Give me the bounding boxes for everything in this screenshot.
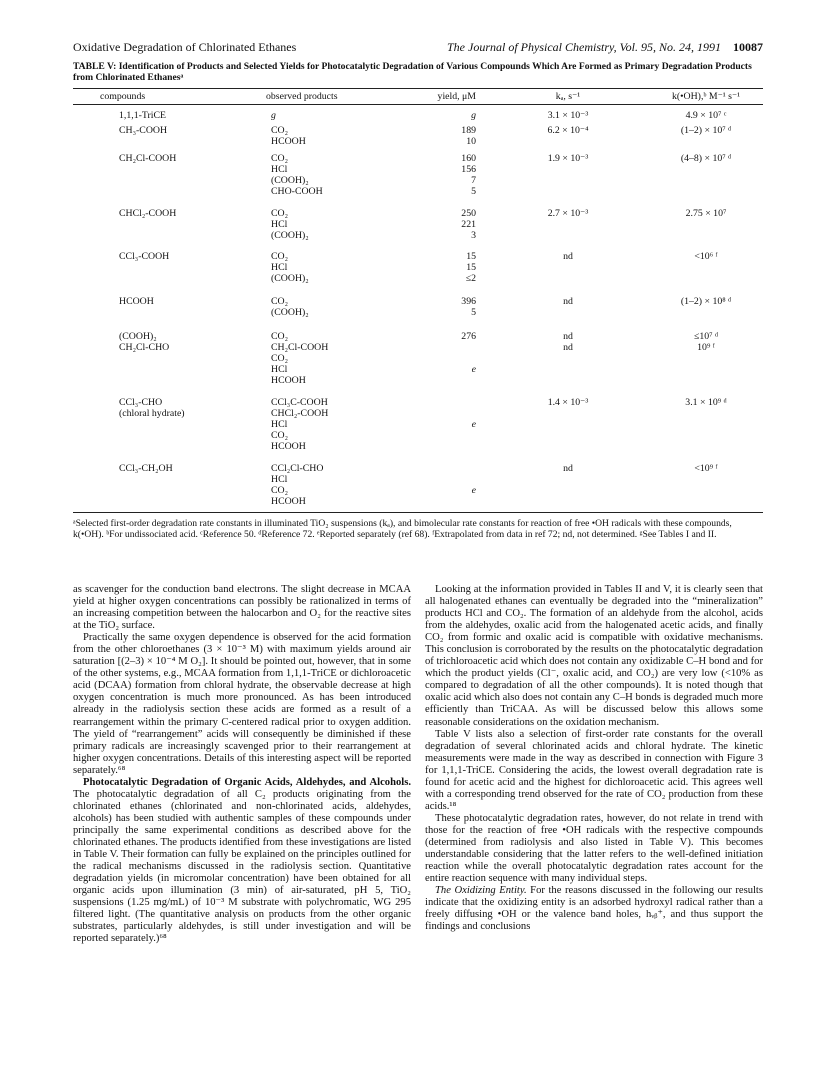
table-v: [73, 88, 763, 513]
yield-value: e: [471, 364, 476, 375]
table-caption: [73, 61, 763, 83]
cell-compound: CCl₃-CHO (chloral hydrate): [119, 397, 185, 419]
header-kd: kₐ, s⁻¹: [555, 91, 581, 102]
cell-products: [271, 125, 306, 147]
cell-compound: (COOH)₂: [119, 331, 157, 342]
product-item: HCl: [271, 219, 288, 230]
cell-products: [271, 296, 309, 318]
section-heading: The Oxidizing Entity.: [435, 885, 527, 897]
table-label: TABLE V:: [73, 61, 117, 72]
table-bottom-rule: [73, 512, 763, 513]
cell-kd: nd: [563, 342, 573, 353]
product-item: (COOH)₂: [271, 307, 309, 318]
product-item: (COOH)₂: [271, 175, 309, 186]
cell-kd: nd: [563, 331, 573, 342]
header-compounds: compounds: [100, 91, 146, 102]
cell-koh: <10⁶ ᶠ: [694, 251, 718, 262]
cell-compound: CCl₃-CH₂OH: [119, 463, 173, 474]
page-number: 10087: [733, 40, 763, 54]
cell-koh: (1–2) × 10⁸ ᵈ: [680, 296, 732, 307]
cell-kd: 3.1 × 10⁻³: [547, 110, 589, 121]
header-yield: yield, μM: [437, 91, 476, 102]
cell-compound: CH₂Cl-COOH: [119, 153, 177, 164]
cell-yields: [398, 342, 476, 386]
product-item: (COOH)₂: [271, 230, 309, 241]
cell-koh: (1–2) × 10⁷ ᵈ: [680, 125, 732, 136]
cell-koh: 2.75 × 10⁷: [685, 208, 727, 219]
yield-value: [398, 397, 476, 408]
yield-value: [398, 496, 476, 507]
cell-kd: nd: [563, 296, 573, 307]
product-item: CO₂: [271, 208, 289, 219]
product-item: CO₂: [271, 153, 289, 164]
product-item: HCOOH: [271, 375, 306, 386]
product-item: HCl: [271, 474, 288, 485]
cell-yields: [398, 251, 476, 284]
yield-value: e: [471, 419, 476, 430]
yield-value: g: [471, 110, 476, 121]
cell-koh: 4.9 × 10⁷ ᶜ: [685, 110, 727, 121]
paragraph: as scavenger for the conduction band electrons. The slight decrease in MCAA yield at higher oxygen concentrations can possibly be rationalized in terms of an increasing competition between the halocarbon and O₂ for the reactive sites at the TiO₂ surface.: [73, 584, 411, 632]
table-top-rule: [73, 88, 763, 89]
product-item: (COOH)₂: [271, 273, 309, 284]
paragraph-text: The photocatalytic degradation of all C₂ products originating from the chlorinated ethanes (chlorinated and non-chlorinated acids, aldehydes, alcohols) has been studied with authentic samples of these compounds under principally the same experimental conditions as described above for the chlorinated ethanes. The products identified from these investigations are listed in Table V. Their formation can fully be explained on the principles outlined for the radical mechanisms discussed in the radiolysis section. Quantitative degradation yields (in micromolar concentration) have been obtained for all organic acids upon illumination (3 min) of air-saturated, pH 5, TiO₂ suspensions (1.25 mg/mL) of 10⁻³ M substrate with polychromatic, WG 295 filtered light. (The quantitative analysis on products from the other organic substrates, particularly aldehydes, is still under investigation and will be reported separately.)⁶⁸: [73, 788, 411, 945]
product-item: CHO-COOH: [271, 186, 323, 197]
cell-compound: CCl₃-COOH: [119, 251, 170, 262]
yield-value: 15: [466, 262, 476, 273]
running-head-title: Oxidative Degradation of Chlorinated Ethanes: [73, 40, 297, 54]
cell-koh: <10⁹ ᶠ: [694, 463, 718, 474]
right-column: [425, 584, 763, 933]
yield-value: 189: [461, 125, 476, 136]
table-footnote: ᵃSelected first-order degradation rate constants in illuminated TiO₂ suspensions (kₐ), and bimolecular rate constants for reaction of free •OH radicals with these compounds, k(•OH). ᵇFor undissociated acid. ᶜReference 50. ᵈReference 72. ᵉReported separately (ref 68). ᶠExtrapolated from data in ref 72; nd, not determined. ᵍSee Tables I and II.: [73, 518, 732, 541]
yield-value: 396: [461, 296, 476, 307]
yield-value: [398, 474, 476, 485]
cell-yields: [398, 397, 476, 452]
product-item: HCl: [271, 419, 288, 430]
yield-value: [398, 408, 476, 419]
yield-value: ≤2: [465, 273, 476, 284]
left-column: [73, 584, 411, 945]
cell-products: [271, 342, 328, 386]
product-item: CO₂: [271, 331, 289, 342]
paragraph-text: For the reasons discussed in the following our results indicate that the oxidizing entity is an adsorbed hydroxyl radical rather than a freely diffusing •OH or the valence band holes, hᵥᵦ⁺, and thus support the findings and conclusions: [425, 885, 763, 933]
product-item: HCOOH: [271, 441, 306, 452]
product-item: CO₂: [271, 296, 289, 307]
running-head: [73, 40, 763, 56]
cell-products: [271, 110, 276, 121]
cell-products: [271, 251, 309, 284]
cell-yields: [398, 208, 476, 241]
product-item: CO₂: [271, 251, 289, 262]
table-header: [73, 91, 763, 103]
product-item: HCOOH: [271, 136, 306, 147]
cell-koh: 3.1 × 10⁹ ᵈ: [685, 397, 727, 408]
cell-kd: 6.2 × 10⁻⁴: [547, 125, 589, 136]
cell-compound: CHCl₂-COOH: [119, 208, 177, 219]
cell-yields: [398, 125, 476, 147]
header-observed-products: observed products: [266, 91, 338, 102]
header-koh: k(•OH),ᵇ M⁻¹ s⁻¹: [671, 91, 741, 102]
yield-value: [398, 342, 476, 353]
product-item: g: [271, 110, 276, 121]
table-caption-text: Identification of Products and Selected Yields for Photocatalytic Degradation of Various Compounds Which Are Formed as Primary Degradation Products from Chlorinated Ethanesᵃ: [73, 61, 752, 83]
product-item: CCl₂Cl-CHO: [271, 463, 324, 474]
cell-kd: 2.7 × 10⁻³: [547, 208, 589, 219]
product-item: CO₂: [271, 485, 289, 496]
cell-compound: CH₂Cl-CHO: [119, 342, 170, 353]
cell-yields: [398, 463, 476, 507]
product-item: CO₂: [271, 125, 289, 136]
product-item: HCl: [271, 164, 288, 175]
cell-kd: nd: [563, 251, 573, 262]
cell-compound: CH₃-COOH: [119, 125, 168, 136]
paragraph: [425, 885, 763, 933]
cell-products: [271, 153, 323, 197]
yield-value: 160: [461, 153, 476, 164]
cell-products: [271, 208, 309, 241]
yield-value: [398, 375, 476, 386]
yield-value: 3: [471, 230, 476, 241]
section-heading: Photocatalytic Degradation of Organic Acids, Aldehydes, and Alcohols.: [83, 776, 411, 788]
cell-koh: 10⁹ ᶠ: [697, 342, 715, 353]
product-item: HCOOH: [271, 496, 306, 507]
cell-compound: HCOOH: [119, 296, 154, 307]
cell-kd: 1.9 × 10⁻³: [547, 153, 589, 164]
product-item: CH₂Cl-COOH: [271, 342, 329, 353]
yield-value: e: [471, 485, 476, 496]
cell-koh: ≤10⁷ ᵈ: [693, 331, 719, 342]
yield-value: [398, 441, 476, 452]
table-header-rule: [73, 104, 763, 105]
yield-value: 7: [471, 175, 476, 186]
yield-value: 156: [461, 164, 476, 175]
product-item: CCl₃C-COOH: [271, 397, 328, 408]
product-item: CHCl₂-COOH: [271, 408, 329, 419]
paragraph: Practically the same oxygen dependence is observed for the acid formation from the other chloroethanes (3 × 10⁻³ M) with maximum yields around air saturation [(2–3) × 10⁻⁴ M O₂]. It should be pointed out, however, that in some of the other systems, e.g., MCAA formation from 1,1,1-TriCE or dichloroacetic acid (DCAA) formation from chloral hydrate, the observable decrease at high oxygen concentration is much more pronounced. As has been introduced already in the radiolysis section these acids are formed as a result of a rearrangement within the primary C-centered radical prior to oxygen addition. The yield of “rearrangement” acids will consequently be diminished if these primary radicals are increasingly scavenged prior to their rearrangement at higher oxygen concentrations. Details of this interesting aspect will be reported separately.⁶⁸: [73, 632, 411, 776]
cell-products: [271, 397, 328, 452]
journal-citation: The Journal of Physical Chemistry, Vol. 95, No. 24, 1991: [447, 40, 721, 54]
yield-value: [398, 463, 476, 474]
product-item: CO₂: [271, 430, 289, 441]
paragraph: [73, 777, 411, 946]
yield-value: [398, 430, 476, 441]
cell-kd: nd: [563, 463, 573, 474]
yield-value: 5: [471, 307, 476, 318]
paragraph: These photocatalytic degradation rates, however, do not relate in trend with those for the reaction of free •OH radicals with the respective compounds (determined from radiolysis and also listed in Table V). This becomes understandable considering that the latter refers to the well-defined initiation reaction while the overall photocatalytic degradation rates account for the entire reaction sequence with many individual steps.: [425, 812, 763, 885]
cell-products: [271, 463, 323, 507]
yield-value: 276: [461, 331, 476, 342]
running-head-journal: [447, 40, 763, 55]
yield-value: 221: [461, 219, 476, 230]
yield-value: 15: [466, 251, 476, 262]
paragraph: Table V lists also a selection of first-order rate constants for the overall degradation of several chlorinated acids and chloral hydrate. The kinetic measurements were made in the way as described in connection with Figure 3 for 1,1,1-TriCE. Considering the acids, the lowest overall degradation rate is found for acetic acid and the highest for dichloroacetic acid. This agrees well with a corresponding trend observed for the rate of CO₂ production from these acids.¹⁸: [425, 728, 763, 812]
cell-yields: [398, 331, 476, 342]
cell-yields: [398, 296, 476, 318]
cell-koh: (4–8) × 10⁷ ᵈ: [680, 153, 732, 164]
product-item: HCl: [271, 364, 288, 375]
product-item: HCl: [271, 262, 288, 273]
cell-yields: [398, 153, 476, 197]
paragraph: Looking at the information provided in Tables II and V, it is clearly seen that all halogenated ethanes can eventually be degraded into the “mineralization” products HCl and CO₂. The formation of an aldehyde from the alcohol, acids from the aldehydes, oxalic acid from the halogenated acetic acids, and finally CO₂ from formic and oxalic acid is compatible with oxidative mechanisms. This conclusion is corroborated by the results on the photocatalytic degradation of trichloroacetic acid which does not contain any oxidizable C–H bond and for which the product yields (Cl⁻, oxalic acid, and CO₂) are very low (<10% as compared to degradation of all the other compounds). It is noted though that oxalic acid which also does not contain any C–H bonds is degraded much more efficiently than TriCAA. As will be discussed below this allows some reasonable considerations on the oxidation mechanism.: [425, 584, 763, 728]
cell-kd: 1.4 × 10⁻³: [547, 397, 589, 408]
cell-products: [271, 331, 288, 342]
yield-value: 10: [466, 136, 476, 147]
yield-value: 5: [471, 186, 476, 197]
yield-value: 250: [461, 208, 476, 219]
cell-compound: 1,1,1-TriCE: [119, 110, 166, 121]
yield-value: [398, 353, 476, 364]
cell-yields: [398, 110, 476, 121]
product-item: CO₂: [271, 353, 289, 364]
